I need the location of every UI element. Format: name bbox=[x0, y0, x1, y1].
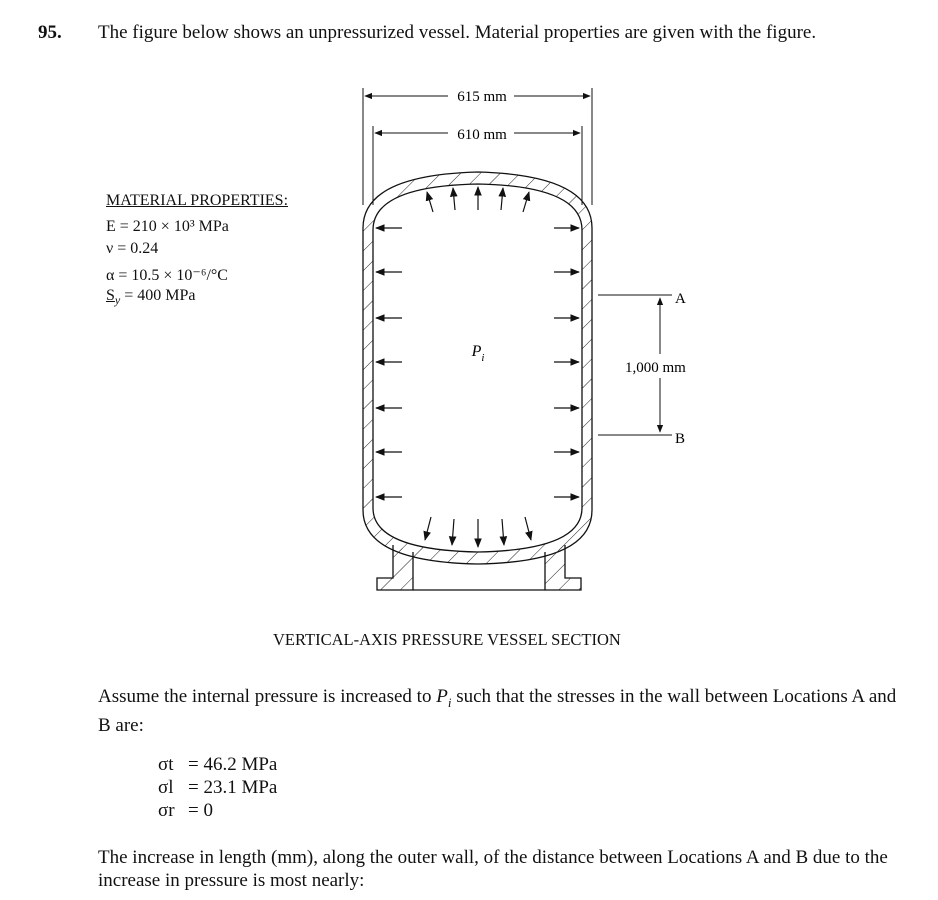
yield-symbol: S bbox=[106, 287, 115, 304]
location-a-label: A bbox=[675, 291, 686, 307]
dim-outer-label: 615 mm bbox=[457, 89, 507, 105]
stress-longitudinal: σl = 23.1 MPa bbox=[158, 777, 278, 798]
stress-radial: σr = 0 bbox=[158, 800, 213, 821]
yield-subscript: y bbox=[114, 293, 121, 308]
vessel-wall bbox=[363, 172, 592, 564]
location-b-label: B bbox=[675, 431, 686, 447]
dim-ab-label: 1,000 mm bbox=[625, 360, 686, 376]
final-question: The increase in length (mm), along the outer wall, of the distance between Locations A and B due to the increase in pressure is most nearly: bbox=[98, 847, 888, 891]
stress-hoop: σt = 46.2 MPa bbox=[158, 754, 278, 775]
dim-inner-label: 610 mm bbox=[457, 127, 507, 143]
assumption-text bbox=[98, 685, 898, 737]
modulus-e: E = 210 × 10³ MPa bbox=[106, 218, 229, 235]
assumption-after: such that the stresses in the wall between Locations A and B are: bbox=[98, 686, 897, 736]
pressure-label: $P_i$ bbox=[471, 343, 485, 364]
question-intro: The figure below shows an unpressurized vessel. Material properties are given with the figure. bbox=[98, 22, 817, 43]
assumption-before: Assume the internal pressure is increased to bbox=[98, 686, 437, 707]
yield-value: = 400 MPa bbox=[124, 287, 196, 304]
thermal-coefficient: α = 10.5 × 10⁻⁶/°C bbox=[106, 267, 228, 284]
material-properties-heading: MATERIAL PROPERTIES: bbox=[106, 192, 289, 209]
poisson-ratio: ν = 0.24 bbox=[106, 240, 159, 257]
pressure-arrows bbox=[376, 187, 579, 547]
pi-symbol: $P_i$ bbox=[436, 686, 452, 710]
figure-caption: VERTICAL-AXIS PRESSURE VESSEL SECTION bbox=[273, 630, 621, 649]
question-number: 95. bbox=[38, 22, 62, 43]
